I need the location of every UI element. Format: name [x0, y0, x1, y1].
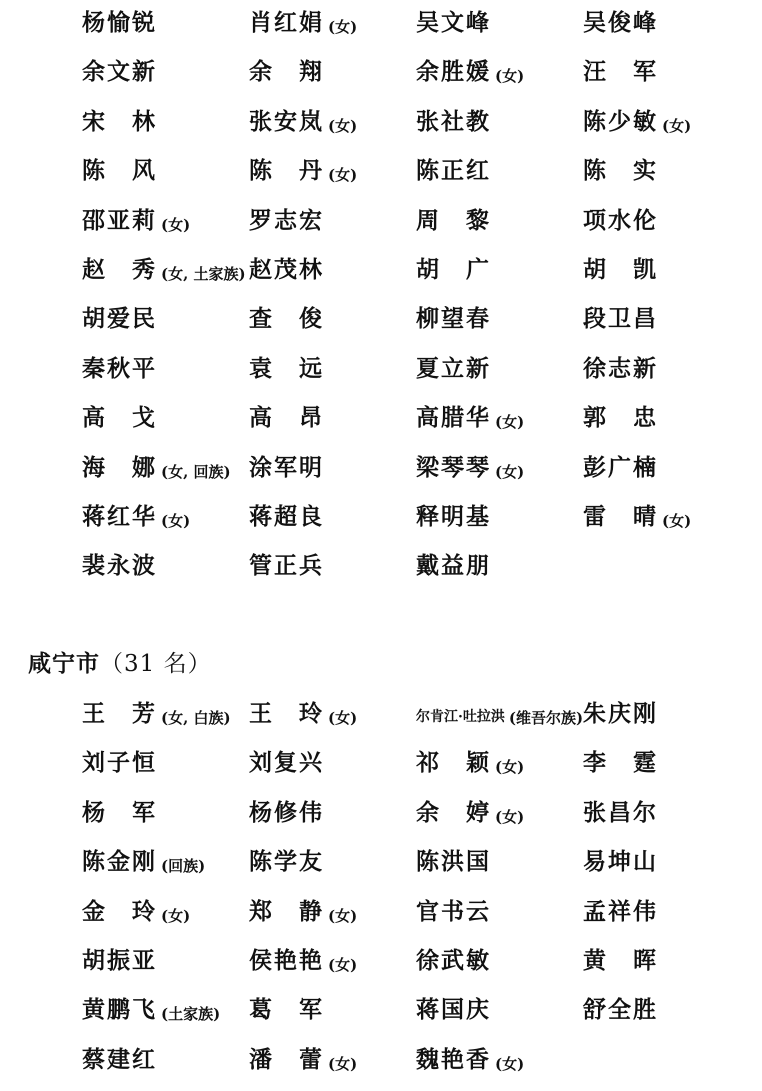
person-name: 梁琴琴: [416, 453, 491, 481]
name-row: [0, 398, 762, 438]
name-entry: [583, 250, 658, 290]
name-entry: [82, 349, 157, 389]
name-entry: [249, 3, 357, 43]
person-name: 余胜媛: [416, 58, 491, 86]
name-row: [0, 250, 762, 290]
name-entry: [249, 793, 324, 833]
name-entry: [249, 546, 324, 586]
person-name: 尔肯江·吐拉洪: [416, 709, 505, 725]
name-entry: [583, 102, 691, 142]
name-row: [0, 52, 762, 92]
name-entry: [249, 892, 357, 932]
person-name: 余文新: [82, 58, 157, 86]
section-title: 咸宁市: [28, 650, 100, 677]
name-row: [0, 102, 762, 142]
name-row: [0, 349, 762, 389]
person-name: 宋 林: [82, 107, 157, 135]
name-entry: [416, 250, 491, 290]
name-entry: [82, 151, 157, 191]
person-name: 陈洪国: [416, 848, 491, 876]
person-note: (女): [328, 709, 358, 727]
name-row: [0, 299, 762, 339]
person-name: 戴益朋: [416, 552, 491, 580]
person-note: (回族): [161, 857, 206, 876]
name-entry: [416, 299, 491, 339]
name-row: [0, 3, 762, 43]
section-heading-xianning: [28, 644, 212, 684]
name-entry: [82, 497, 190, 537]
name-entry: [249, 349, 324, 389]
person-name: 高腊华: [416, 404, 491, 432]
name-entry: [583, 743, 658, 783]
person-name: 袁 远: [249, 354, 324, 382]
name-entry: [82, 201, 190, 241]
person-name: 柳望春: [416, 305, 491, 333]
name-entry: [82, 448, 231, 488]
person-name: 胡爱民: [82, 305, 157, 333]
person-note: (女): [161, 512, 191, 530]
person-name: 段卫昌: [583, 305, 658, 333]
name-entry: [583, 694, 658, 734]
person-name: 魏艳香: [416, 1045, 491, 1073]
name-entry: [416, 842, 491, 882]
name-entry: [249, 250, 324, 290]
person-name: 蔡建红: [82, 1045, 157, 1073]
person-name: 陈 丹: [249, 157, 324, 185]
person-name: 吴文峰: [416, 9, 491, 36]
person-name: 杨 军: [82, 798, 157, 826]
person-name: 蒋红华: [82, 503, 157, 530]
name-entry: [583, 497, 691, 537]
name-entry: [249, 52, 324, 92]
person-name: 刘子恒: [82, 749, 157, 777]
person-note: (女): [495, 413, 525, 432]
person-name: 秦秋平: [82, 354, 157, 382]
person-note: (女): [495, 67, 525, 86]
person-name: 陈少敏: [583, 107, 658, 135]
person-name: 罗志宏: [249, 206, 324, 234]
name-row: [0, 941, 762, 981]
name-row: [0, 1040, 762, 1080]
person-name: 孟祥伟: [583, 897, 658, 925]
name-entry: [249, 842, 324, 882]
person-note: (女): [662, 512, 692, 530]
person-note: (女): [328, 166, 358, 185]
person-note: (土家族): [161, 1005, 221, 1024]
name-entry: [249, 299, 324, 339]
person-note: (女, 回族): [161, 462, 231, 481]
name-row: [0, 990, 762, 1030]
name-entry: [249, 1040, 357, 1080]
person-name: 蒋国庆: [416, 996, 491, 1024]
person-name: 海 娜: [82, 453, 157, 481]
name-entry: [249, 497, 324, 537]
person-name: 赵茂林: [249, 256, 324, 283]
person-name: 朱庆刚: [583, 700, 658, 727]
name-entry: [583, 349, 658, 389]
name-entry: [416, 743, 524, 783]
person-note: (女): [495, 1054, 525, 1073]
name-entry: [82, 694, 231, 734]
person-name: 涂军明: [249, 453, 324, 481]
name-entry: [249, 743, 324, 783]
name-entry: [249, 990, 324, 1030]
person-name: 李 霆: [583, 749, 658, 777]
person-name: 张昌尔: [583, 798, 658, 826]
name-entry: [583, 448, 658, 488]
name-entry: [583, 941, 658, 981]
person-name: 陈正红: [416, 157, 491, 185]
person-name: 雷 晴: [583, 503, 658, 530]
name-entry: [82, 793, 157, 833]
person-name: 陈 风: [82, 157, 157, 185]
name-entry: [249, 694, 357, 734]
person-name: 吴俊峰: [583, 9, 658, 36]
person-note: (女): [495, 462, 525, 481]
name-row: [0, 546, 762, 586]
name-row: [0, 793, 762, 833]
person-note: (女): [328, 956, 358, 974]
name-entry: [82, 52, 157, 92]
person-name: 肖红娟: [249, 9, 324, 36]
name-entry: [583, 398, 658, 438]
name-entry: [82, 941, 157, 981]
person-name: 祁 颖: [416, 749, 491, 777]
person-note: (女): [662, 116, 692, 135]
name-entry: [82, 990, 220, 1030]
name-row: [0, 892, 762, 932]
person-name: 释明基: [416, 503, 491, 530]
person-name: 陈学友: [249, 848, 324, 876]
name-entry: [416, 3, 491, 43]
name-entry: [416, 793, 524, 833]
person-name: 胡 广: [416, 256, 491, 283]
person-note: (女): [328, 906, 358, 925]
person-name: 杨愉锐: [82, 9, 157, 36]
name-entry: [416, 201, 491, 241]
person-name: 潘 蕾: [249, 1045, 324, 1073]
name-entry: [416, 1040, 524, 1080]
person-note: (女): [161, 215, 191, 234]
person-name: 高 昂: [249, 404, 324, 432]
name-row: [0, 694, 762, 734]
name-entry: [82, 250, 246, 290]
person-name: 余 婷: [416, 798, 491, 826]
person-name: 刘复兴: [249, 749, 324, 777]
person-note: (女): [328, 116, 358, 135]
name-entry: [416, 448, 524, 488]
name-entry: [82, 102, 157, 142]
name-entry: [583, 793, 658, 833]
person-name: 张安岚: [249, 107, 324, 135]
person-name: 徐武敏: [416, 947, 491, 974]
name-entry: [416, 497, 491, 537]
section-count: （31 名）: [100, 651, 212, 677]
name-entry: [416, 546, 491, 586]
person-name: 葛 军: [249, 996, 324, 1024]
name-entry: [416, 52, 524, 92]
name-row: [0, 842, 762, 882]
person-note: (女, 土家族): [161, 265, 246, 283]
person-name: 夏立新: [416, 354, 491, 382]
name-entry: [583, 892, 658, 932]
name-entry: [82, 842, 205, 882]
person-note: (维吾尔族): [508, 709, 584, 727]
person-name: 赵 秀: [82, 256, 157, 283]
person-note: (女): [495, 807, 525, 826]
name-entry: [416, 102, 491, 142]
name-entry: [583, 52, 658, 92]
person-name: 易坤山: [583, 848, 658, 876]
person-name: 余 翔: [249, 58, 324, 86]
person-name: 官书云: [416, 897, 491, 925]
name-entry: [416, 349, 491, 389]
person-name: 徐志新: [583, 354, 658, 382]
person-note: (女): [328, 1054, 358, 1073]
name-entry: [82, 892, 190, 932]
person-note: (女, 白族): [161, 709, 231, 727]
name-entry: [249, 201, 324, 241]
person-name: 王 芳: [82, 700, 157, 727]
name-entry: [583, 3, 658, 43]
name-entry: [82, 743, 157, 783]
person-name: 郭 忠: [583, 404, 658, 432]
name-entry: [249, 151, 357, 191]
person-name: 金 玲: [82, 897, 157, 925]
name-entry: [82, 398, 157, 438]
person-name: 蒋超良: [249, 503, 324, 530]
person-name: 高 戈: [82, 404, 157, 432]
name-row: [0, 151, 762, 191]
name-entry: [416, 990, 491, 1030]
name-entry: [249, 941, 357, 981]
person-note: (女): [161, 906, 191, 925]
person-name: 郑 静: [249, 897, 324, 925]
name-row: [0, 743, 762, 783]
person-name: 胡振亚: [82, 947, 157, 974]
person-name: 项水伦: [583, 206, 658, 234]
person-name: 裴永波: [82, 552, 157, 580]
name-row: [0, 201, 762, 241]
person-name: 胡 凯: [583, 256, 658, 283]
name-entry: [249, 448, 324, 488]
name-entry: [249, 398, 324, 438]
name-entry: [416, 151, 491, 191]
person-name: 陈金刚: [82, 848, 157, 876]
person-name: 侯艳艳: [249, 947, 324, 974]
person-name: 邵亚莉: [82, 206, 157, 234]
name-entry: [82, 546, 157, 586]
person-name: 杨修伟: [249, 798, 324, 826]
person-note: (女): [495, 758, 525, 777]
name-entry: [583, 842, 658, 882]
person-note: (女): [328, 18, 358, 36]
name-entry: [82, 1040, 157, 1080]
name-entry: [583, 299, 658, 339]
name-entry: [416, 694, 583, 734]
person-name: 黄鹏飞: [82, 996, 157, 1024]
person-name: 管正兵: [249, 552, 324, 580]
person-name: 张社教: [416, 107, 491, 135]
person-name: 王 玲: [249, 700, 324, 727]
person-name: 黄 晖: [583, 947, 658, 974]
name-entry: [583, 201, 658, 241]
name-entry: [416, 398, 524, 438]
name-entry: [416, 892, 491, 932]
name-row: [0, 497, 762, 537]
person-name: 彭广楠: [583, 453, 658, 481]
person-name: 汪 军: [583, 58, 658, 86]
name-row: [0, 448, 762, 488]
name-entry: [416, 941, 491, 981]
person-name: 陈 实: [583, 157, 658, 185]
person-name: 查 俊: [249, 305, 324, 333]
person-name: 周 黎: [416, 206, 491, 234]
name-entry: [583, 151, 658, 191]
name-entry: [583, 990, 658, 1030]
name-entry: [249, 102, 357, 142]
person-name: 舒全胜: [583, 996, 658, 1024]
name-entry: [82, 3, 157, 43]
name-entry: [82, 299, 157, 339]
